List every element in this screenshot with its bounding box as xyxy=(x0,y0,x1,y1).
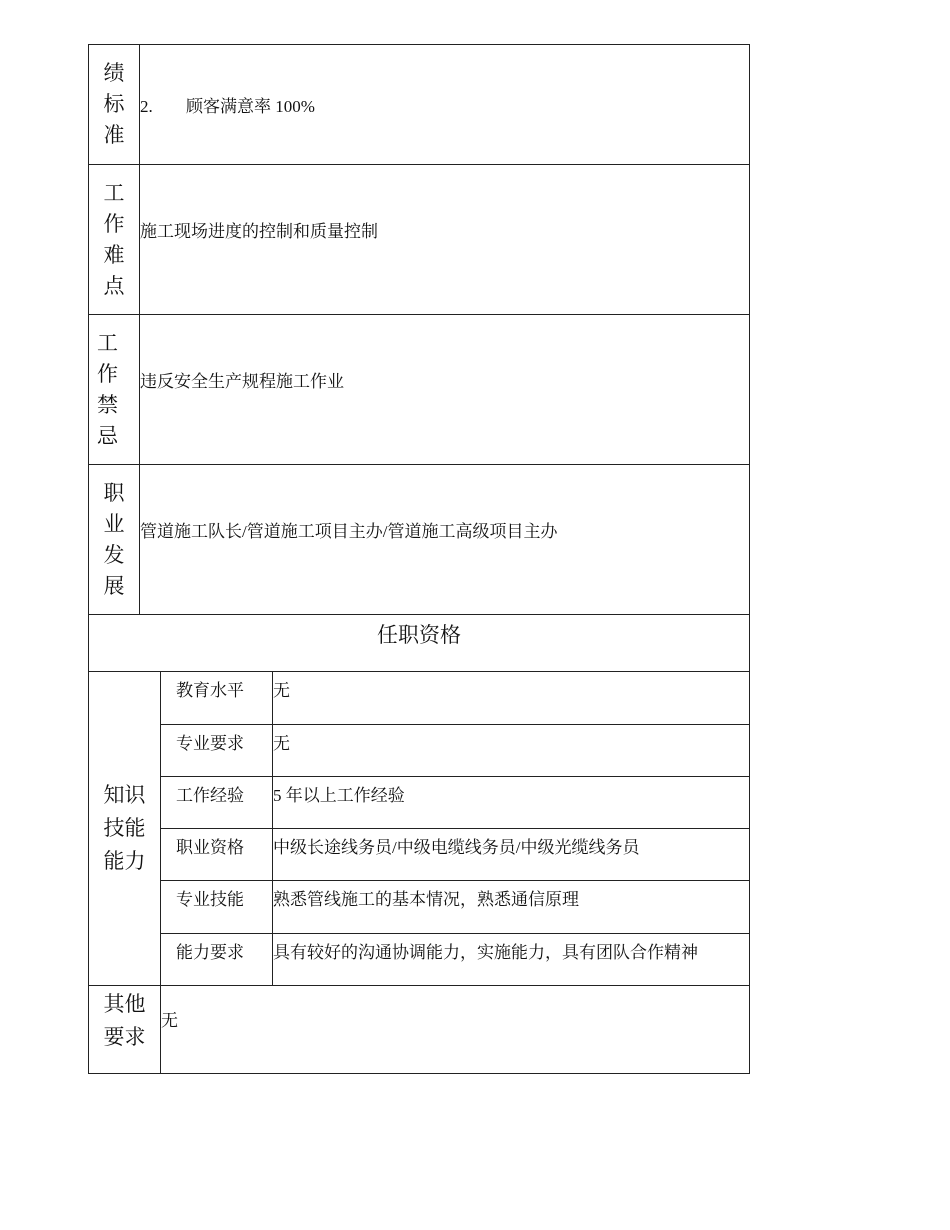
major-value: 无 xyxy=(273,725,750,777)
label-char: 作 xyxy=(103,211,125,236)
performance-text: 顾客满意率 100% xyxy=(186,97,315,116)
taboo-row xyxy=(89,315,750,465)
label-char: 业 xyxy=(103,511,125,536)
label-line: 要求 xyxy=(103,1025,146,1049)
certification-value: 中级长途线务员/中级电缆线务员/中级光缆线务员 xyxy=(273,829,750,881)
label-char: 标 xyxy=(103,92,125,116)
performance-label xyxy=(89,45,140,165)
label-char: 发 xyxy=(103,542,125,567)
difficulty-content: 施工现场进度的控制和质量控制 xyxy=(140,165,750,315)
label-line: 技能 xyxy=(103,816,146,840)
label-char: 作 xyxy=(97,361,118,386)
qualifications-title-row xyxy=(89,615,750,672)
label-line: 能力 xyxy=(103,849,146,873)
taboo-content: 违反安全生产规程施工作业 xyxy=(140,315,750,465)
performance-content xyxy=(140,45,750,165)
other-requirements-value: 无 xyxy=(161,986,750,1074)
label-char: 展 xyxy=(103,573,125,598)
taboo-label xyxy=(89,315,140,465)
other-requirements-label xyxy=(89,986,161,1074)
other-requirements-row xyxy=(89,986,750,1074)
experience-value: 5 年以上工作经验 xyxy=(273,777,750,829)
label-char: 工 xyxy=(103,180,125,205)
qualification-row xyxy=(89,725,750,777)
performance-row xyxy=(89,45,750,165)
knowledge-skill-label xyxy=(89,672,161,986)
qualification-row xyxy=(89,777,750,829)
experience-label: 工作经验 xyxy=(161,777,273,829)
list-number: 2. xyxy=(140,97,153,116)
ability-label: 能力要求 xyxy=(161,934,273,986)
qualifications-title: 任职资格 xyxy=(89,615,750,672)
label-char: 绩 xyxy=(103,61,125,85)
label-char: 工 xyxy=(97,330,118,355)
label-line: 知识 xyxy=(103,783,146,807)
ability-value: 具有较好的沟通协调能力，实施能力，具有团队合作精神 xyxy=(273,934,750,986)
label-char: 难 xyxy=(103,242,125,267)
qualification-row xyxy=(89,829,750,881)
difficulty-row xyxy=(89,165,750,315)
skill-label: 专业技能 xyxy=(161,881,273,934)
career-row xyxy=(89,465,750,615)
label-char: 禁 xyxy=(97,392,118,417)
education-label: 教育水平 xyxy=(161,672,273,725)
label-char: 点 xyxy=(103,273,125,298)
education-value: 无 xyxy=(273,672,750,725)
skill-value: 熟悉管线施工的基本情况，熟悉通信原理 xyxy=(273,881,750,934)
label-char: 职 xyxy=(103,480,125,505)
qualification-row xyxy=(89,934,750,986)
career-label xyxy=(89,465,140,615)
major-label: 专业要求 xyxy=(161,725,273,777)
career-content: 管道施工队长/管道施工项目主办/管道施工高级项目主办 xyxy=(140,465,750,615)
qualification-row xyxy=(89,672,750,725)
label-line: 其他 xyxy=(103,992,146,1016)
label-char: 准 xyxy=(103,123,125,147)
difficulty-label xyxy=(89,165,140,315)
job-description-table xyxy=(88,44,750,1074)
certification-label: 职业资格 xyxy=(161,829,273,881)
qualification-row xyxy=(89,881,750,934)
label-char: 忌 xyxy=(97,423,118,448)
